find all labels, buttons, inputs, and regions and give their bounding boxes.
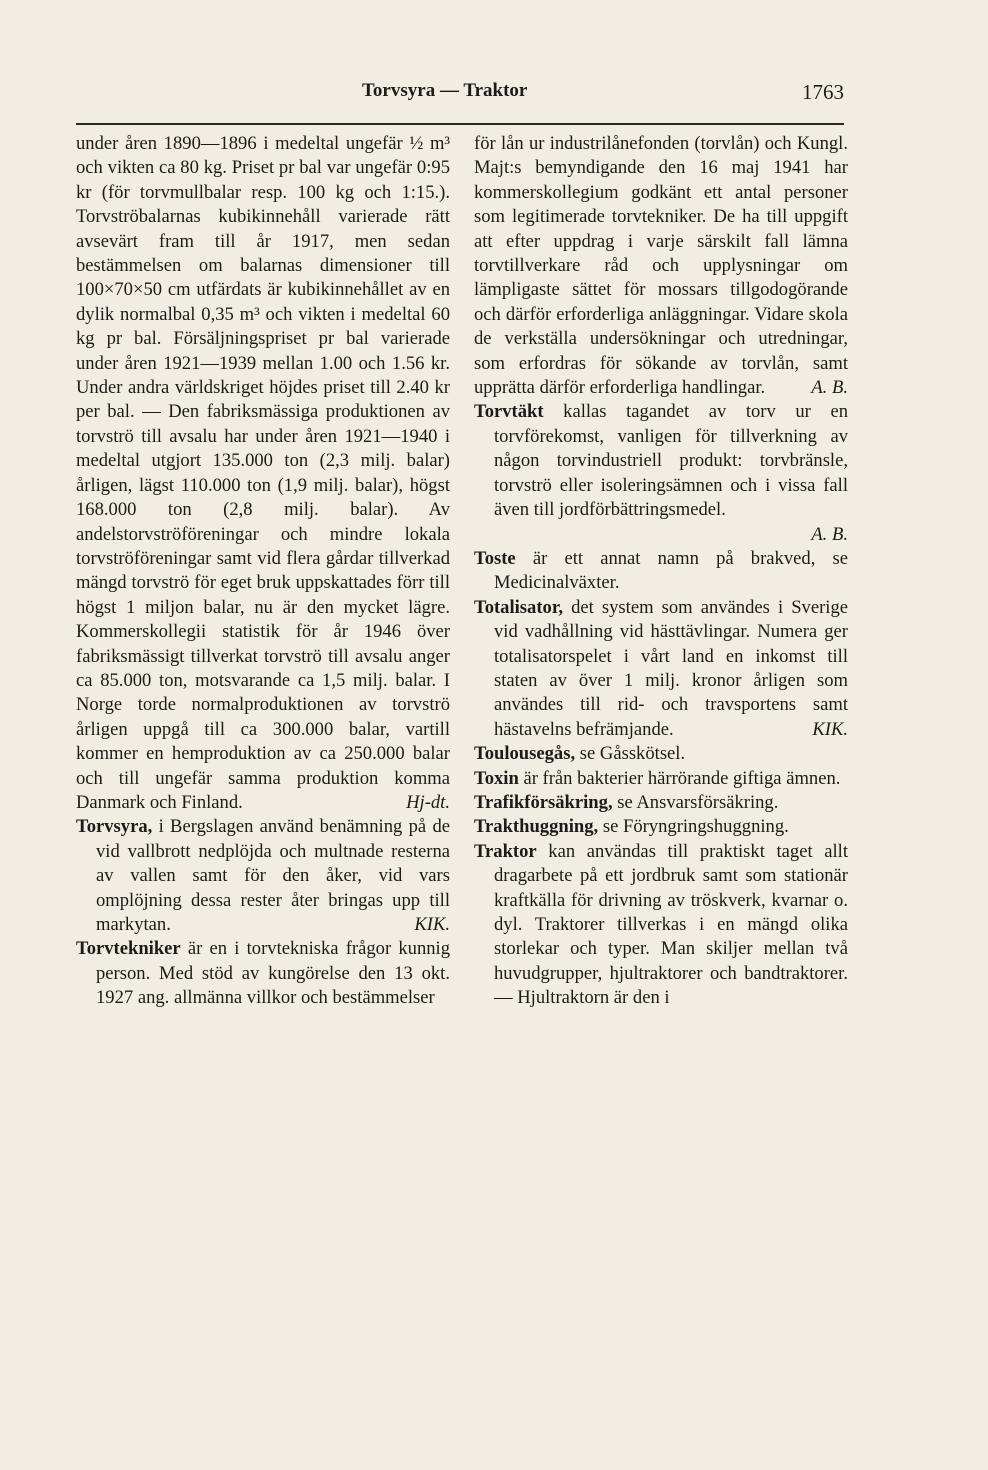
entry-headword: Totalisator, [474, 596, 564, 618]
entry-text: i Bergslagen använd benämning på de vid vallbrott nedplöjda och multnade resterna av vallen samt för den åker, vid vars omplöjning dessa rester åter bringas upp till markytan. [96, 816, 450, 935]
entry-text: är från bakterier härrörande giftiga ämnen. [523, 767, 841, 789]
author-signature: Hj-dt. [406, 791, 450, 813]
entry-text: se Föryngringshuggning. [602, 816, 789, 838]
entry-headword: Trafikförsäkring, [474, 791, 613, 813]
entry-torvtekniker [76, 937, 450, 1010]
page-number: 1763 [802, 80, 844, 104]
page-header [0, 80, 988, 110]
entry-headword: Torvsyra, [76, 816, 153, 838]
entry-torvsyra [76, 815, 450, 937]
entry-torvtakt [474, 400, 848, 546]
entry-totalisator [474, 596, 848, 742]
entry-headword: Traktor [474, 840, 537, 862]
continuation-text: för lån ur industrilånefonden (torvlån) och Kungl. Majt:s bemyndigande den 16 maj 1941 har kommerskollegium godkänt ett antal personer som legitimerade torvtekniker. De ha till uppgift att efter uppdrag i varje särskilt fall lämna torvtillverkare råd och upplysningar om lämpligaste sättet för mossars tillgodogörande och därför erforderliga anläggningar. Vidare skola de verkställa undersökningar och utredningar, som erfordras för sökande av torvlån, samt upprätta därför erforderliga handlingar. [474, 133, 848, 399]
author-signature: KIK. [414, 914, 450, 935]
author-signature: KIK. [812, 718, 848, 740]
entry-headword: Trakthuggning, [474, 816, 599, 838]
header-rule [76, 123, 844, 125]
entry-text: se Gåsskötsel. [579, 743, 686, 765]
continuation-paragraph [76, 132, 450, 815]
entry-text: se Ansvarsförsäkring. [617, 791, 779, 813]
entry-traktor [474, 840, 848, 1011]
continuation-text: under åren 1890—1896 i medeltal ungefär ½ m³ och vikten ca 80 kg. Priset pr bal var ungefär 0:95 kr (för torvmullbalar resp. 100 kg och 1:15.). Torvströbalarnas kubikinnehåll varierade rätt avsevärt fram till år 1917, men sedan bestämmelsen om balarnas dimensioner till 100×70×50 cm utfärdats är kubikinnehållet av en dylik normalbal 0,35 m³ och vikten i medeltal 60 kg pr bal. Försäljningspriset pr bal varierade under åren 1921—1939 mellan 1.00 och 1.56 kr. Under andra världskriget höjdes priset till 2.40 kr per bal. — Den fabriksmässiga produktionen av torvströ till avsalu har under åren 1921—1940 i medeltal utgjort 135.000 ton (2,3 milj. balar) årligen, lägst 110.000 ton (1,9 milj. balar), högst 168.000 ton (2,8 milj. balar). Av andelstorvströföreningar och mindre lokala torvströföreningar samt vid flera gårdar tillverkad mängd torvströ för eget bruk uppskattades förr till högst 1 miljon balar, nu är den mycket lägre. Kommerskollegii statistik för år 1946 över fabriksmässigt tillverkat torvströ till avsalu anger ca 85.000 ton, motsvarande ca 1,5 milj. balar. I Norge torde normalproduktionen av torvströ årligen uppgå till ca 300.000 balar, vartill kommer en hemproduktion av ca 250.000 balar och till ungefär samma produktion komma Danmark och Finland. [76, 133, 450, 813]
entry-text: det system som användes i Sverige vid vadhållning vid hästtävlingar. Numera ger totalisatorspelet i vårt land en inkomst till staten av över 1 milj. kronor årligen som användes till rid- och travsportens samt hästavelns befrämjande. [494, 596, 848, 740]
entry-headword: Toulousegås, [474, 743, 576, 765]
entry-text: kan användas till praktiskt taget allt dragarbete på ett jordbruk samt som stationär kraftkälla för drivning av tröskverk, kvarnar o. dyl. Traktorer tillverkas i en mängd olika storlekar och typer. Man skiljer mellan två huvudgrupper, hjultraktorer och bandtraktorer. — Hjultraktorn är den i [494, 840, 849, 1009]
running-title: Torvsyra — Traktor [362, 80, 528, 101]
entry-headword: Torvtekniker [76, 938, 181, 960]
entry-headword: Toxin [474, 767, 519, 789]
right-column [474, 132, 848, 1011]
entry-trafikforsakring [474, 791, 848, 815]
entry-text: är en i torvtekniska frågor kunnig person. Med stöd av kungörelse den 13 okt. 1927 ang. allmänna villkor och bestämmelser [96, 938, 451, 1009]
entry-headword: Torvtäkt [474, 401, 544, 423]
entry-trakthuggning [474, 815, 848, 839]
entry-text: kallas tagandet av torv ur en torvförekomst, vanligen för tillverkning av någon torvindustriell produkt: torvbränsle, torvströ eller isoleringsämnen och i vissa fall även till jordförbättringsmedel. [494, 401, 848, 521]
entry-text: är ett annat namn på brakved, se Medicinalväxter. [494, 547, 848, 594]
entry-toxin [474, 767, 848, 791]
continuation-paragraph [474, 132, 848, 400]
author-signature: A. B. [811, 523, 848, 545]
entry-headword: Toste [474, 547, 516, 569]
entry-toste [474, 547, 848, 596]
entry-toulousegas [474, 742, 848, 766]
left-column [76, 132, 450, 1011]
author-signature: A. B. [811, 377, 848, 399]
